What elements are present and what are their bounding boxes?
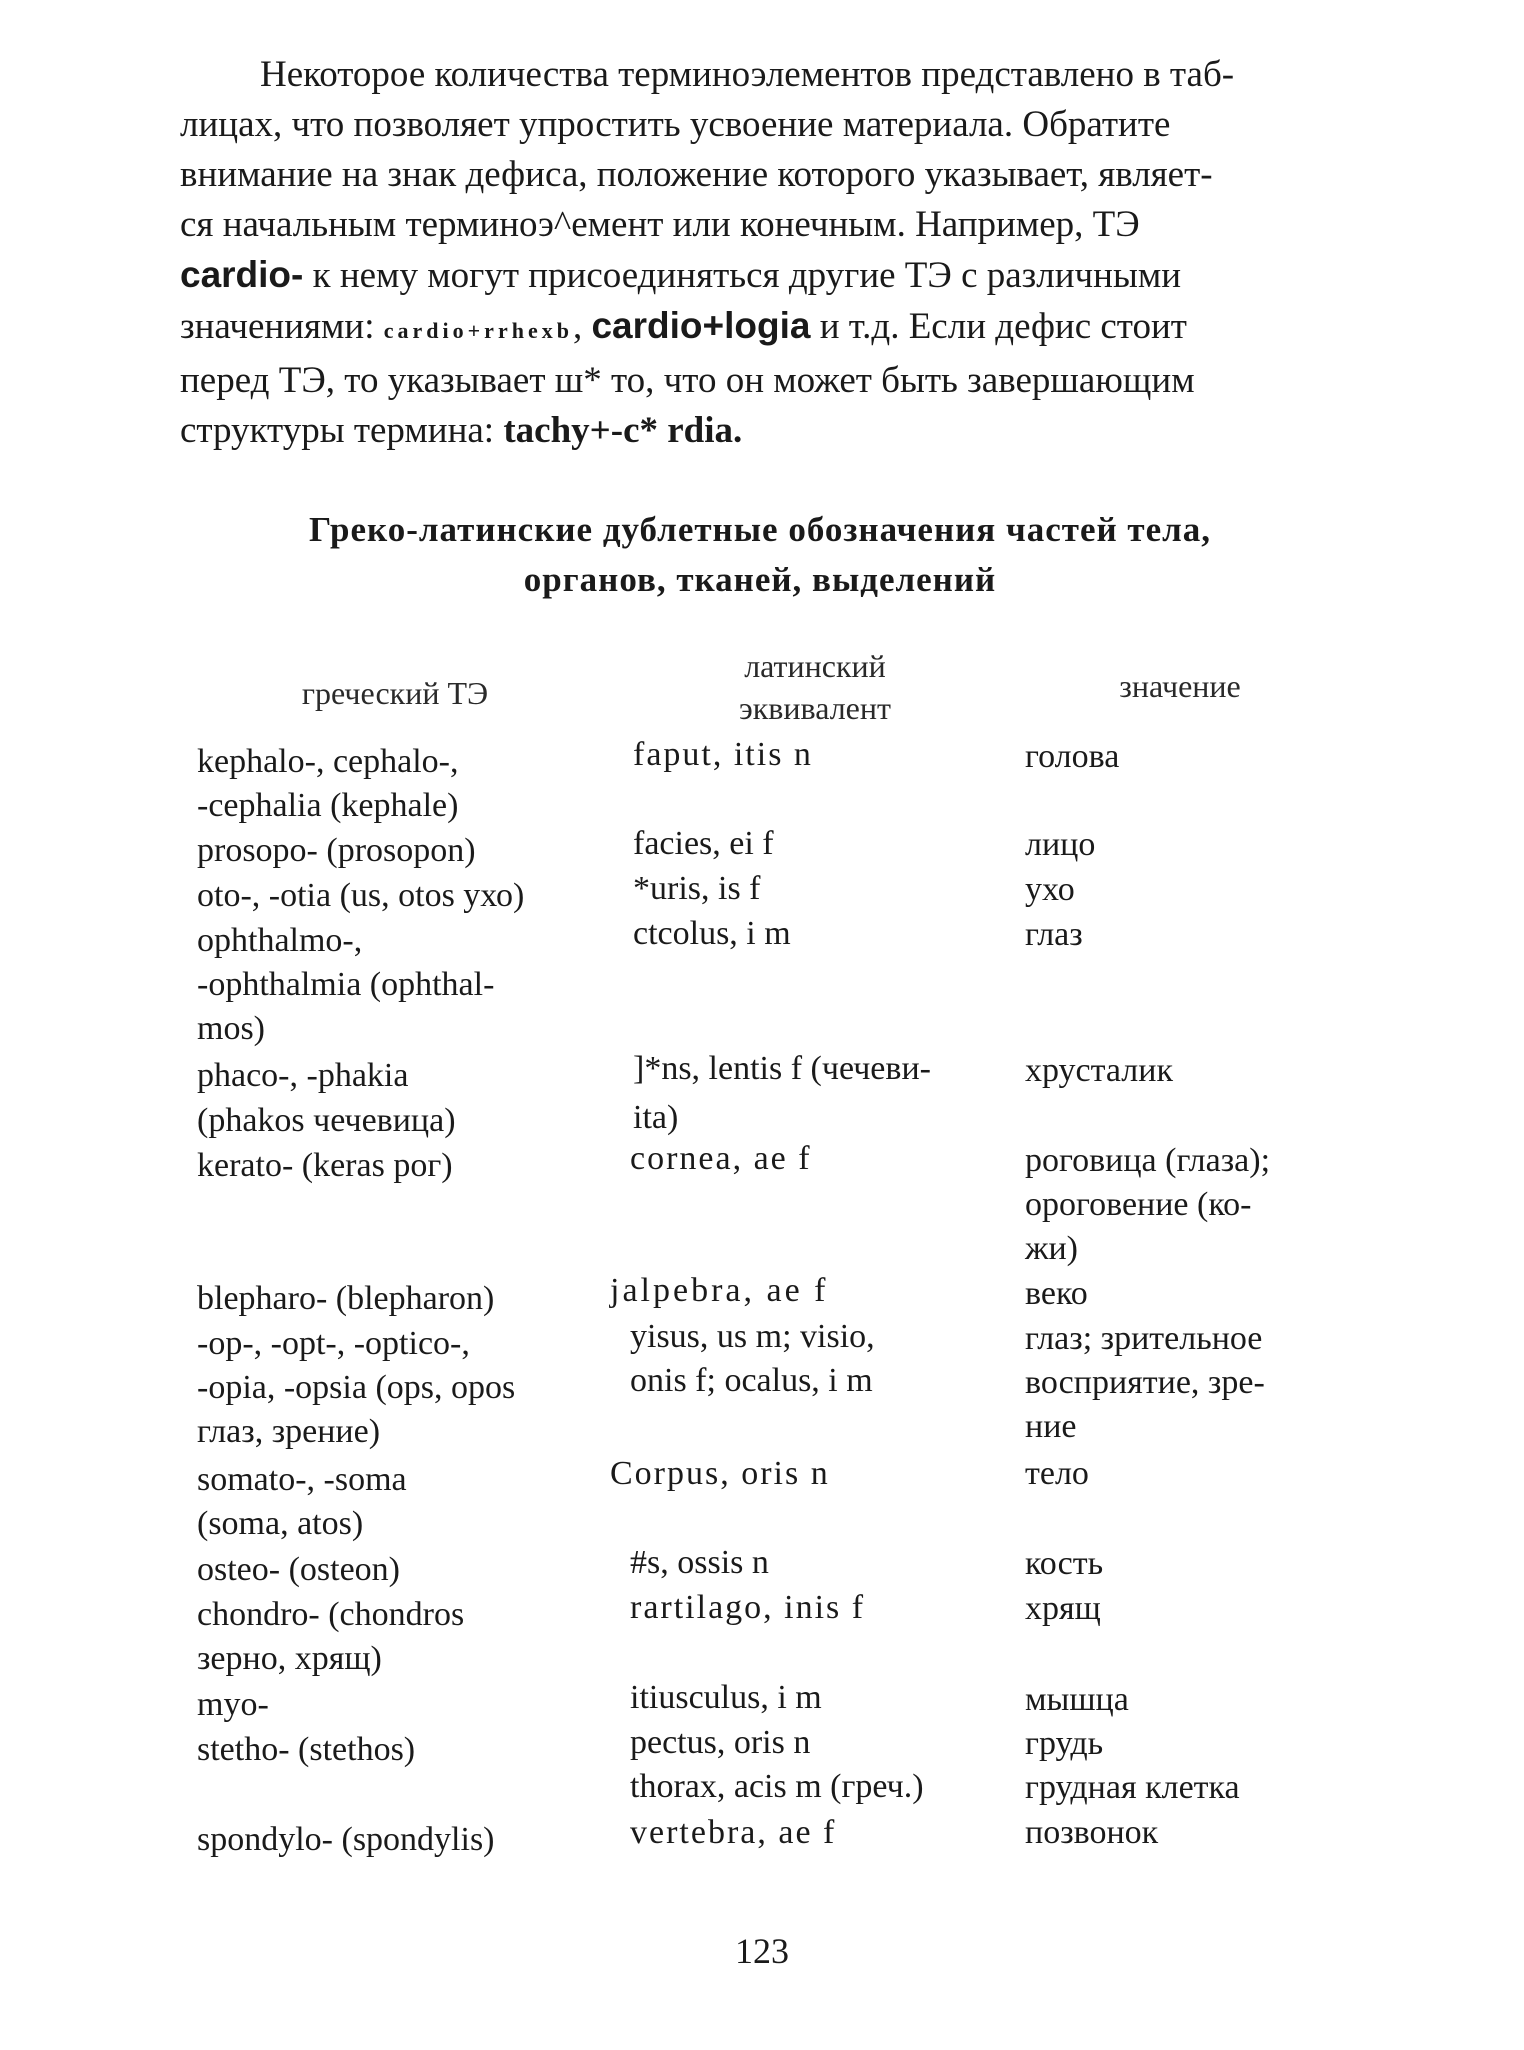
latin-equivalent: ita)	[633, 1099, 679, 1136]
latin-equivalent: pectus, oris n	[630, 1724, 811, 1761]
greek-term: phaco-, -phakia	[197, 1057, 409, 1094]
meaning: лицо	[1025, 826, 1096, 863]
latin-equivalent: faput, itis n	[633, 736, 813, 773]
latin-equivalent: #s, ossis n	[630, 1544, 769, 1581]
term-cardio: cardio-	[180, 254, 304, 295]
meaning: восприятие, зре-	[1025, 1364, 1265, 1401]
meaning: хрящ	[1025, 1590, 1101, 1627]
latin-equivalent: thorax, acis m (греч.)	[630, 1768, 924, 1805]
intro-line-8	[180, 406, 1352, 456]
intro-line-4: ся начальным терминоэ^емент или конечным. Например, ТЭ	[180, 204, 1140, 245]
greek-term: mos)	[197, 1010, 265, 1047]
meaning: грудь	[1025, 1725, 1104, 1762]
greek-term: -ophthalmia (ophthal-	[197, 966, 495, 1003]
intro-line-5	[180, 250, 1352, 301]
greek-term: blepharo- (blepharon)	[197, 1280, 495, 1317]
meaning: мышца	[1025, 1681, 1129, 1718]
text: значениями:	[180, 306, 384, 347]
header-line: эквивалент	[739, 690, 891, 726]
latin-equivalent: onis f; ocalus, i m	[630, 1362, 873, 1399]
text: ,	[572, 306, 592, 347]
greek-term: kephalo-, cephalo-,	[197, 743, 459, 780]
intro-line-7: перед ТЭ, то указывает ш* то, что он может быть завершающим	[180, 360, 1195, 401]
intro-line-1	[180, 50, 1352, 100]
meaning: голова	[1025, 738, 1120, 775]
greek-term: osteo- (osteon)	[197, 1551, 401, 1588]
greek-term: spondylo- (spondylis)	[197, 1821, 495, 1858]
latin-equivalent: ctcolus, i m	[633, 915, 791, 952]
greek-term: -cephalia (kephale)	[197, 787, 459, 824]
meaning: хрусталик	[1025, 1052, 1173, 1089]
text: к нему могут присоединяться другие ТЭ с различными	[303, 255, 1182, 296]
meaning: роговица (глаза);	[1025, 1142, 1271, 1179]
greek-term: (phakos чечевица)	[197, 1102, 456, 1139]
latin-equivalent: facies, ei f	[633, 825, 774, 862]
text: и т.д. Если дефис стоит	[810, 306, 1187, 347]
latin-equivalent: yisus, us m; visio,	[630, 1318, 875, 1355]
meaning: глаз; зрительное	[1025, 1320, 1263, 1357]
meaning: кость	[1025, 1545, 1104, 1582]
heading-line-1: Греко-латинские дублетные обозначения частей тела,	[308, 510, 1212, 549]
greek-term: myo-	[197, 1686, 269, 1723]
meaning: ние	[1025, 1408, 1077, 1445]
text: Некоторое количества терминоэлементов представлено в таб-	[260, 54, 1235, 95]
term-cardiorrhexis: cardio+rrhexb	[383, 318, 573, 343]
meaning: тело	[1025, 1455, 1089, 1492]
latin-equivalent: jalpebra, ae f	[610, 1272, 829, 1309]
meaning: жи)	[1025, 1230, 1079, 1267]
intro-line-2: лицах, что позволяет упростить усвоение материала. Обратите	[180, 104, 1171, 145]
header-line: латинский	[744, 648, 886, 684]
intro-line-6	[180, 301, 1352, 356]
latin-equivalent: ]*ns, lentis f (чечеви-	[633, 1050, 931, 1087]
greek-term: prosopo- (prosopon)	[197, 832, 476, 869]
section-heading	[160, 505, 1360, 605]
text: структуры термина:	[180, 410, 504, 451]
meaning: грудная клетка	[1025, 1769, 1240, 1806]
page-number: 123	[735, 1931, 789, 1971]
latin-equivalent: vertebra, ae f	[630, 1814, 837, 1851]
latin-equivalent: Corpus, oris n	[610, 1455, 830, 1492]
meaning: веко	[1025, 1275, 1088, 1312]
term-cardiologia: cardio+logia	[591, 305, 811, 346]
latin-equivalent: *uris, is f	[633, 870, 761, 907]
meaning: ухо	[1025, 871, 1075, 908]
intro-paragraph	[180, 50, 1352, 456]
greek-term: stetho- (stethos)	[197, 1731, 416, 1768]
greek-term: kerato- (keras рог)	[197, 1147, 453, 1184]
greek-term: -op-, -opt-, -optico-,	[197, 1325, 470, 1362]
greek-term: зерно, хрящ)	[197, 1640, 382, 1677]
intro-line-3: внимание на знак дефиса, положение которого указывает, являет-	[180, 154, 1213, 195]
term-tachycardia: tachy+-c* rdia.	[503, 410, 743, 451]
meaning: позвонок	[1025, 1814, 1159, 1851]
column-header-meaning: значение	[1119, 668, 1241, 704]
greek-term: oto-, -otia (us, otos ухо)	[197, 877, 525, 914]
heading-line-2: органов, тканей, выделений	[523, 560, 997, 599]
meaning: ороговение (ко-	[1025, 1186, 1252, 1223]
meaning: глаз	[1025, 916, 1083, 953]
greek-term: somato-, -soma	[197, 1461, 407, 1498]
greek-term: ophthalmo-,	[197, 922, 363, 959]
column-header-greek: греческий ТЭ	[301, 675, 489, 711]
greek-term: глаз, зрение)	[197, 1413, 381, 1450]
greek-term: chondro- (chondros	[197, 1596, 465, 1633]
latin-equivalent: rartilago, inis f	[630, 1589, 866, 1626]
latin-equivalent: itiusculus, i m	[630, 1679, 822, 1716]
latin-equivalent: cornea, ae f	[630, 1140, 812, 1177]
column-header-latin	[700, 645, 930, 729]
greek-term: -opia, -opsia (ops, opos	[197, 1369, 516, 1406]
greek-term: (soma, atos)	[197, 1505, 364, 1542]
